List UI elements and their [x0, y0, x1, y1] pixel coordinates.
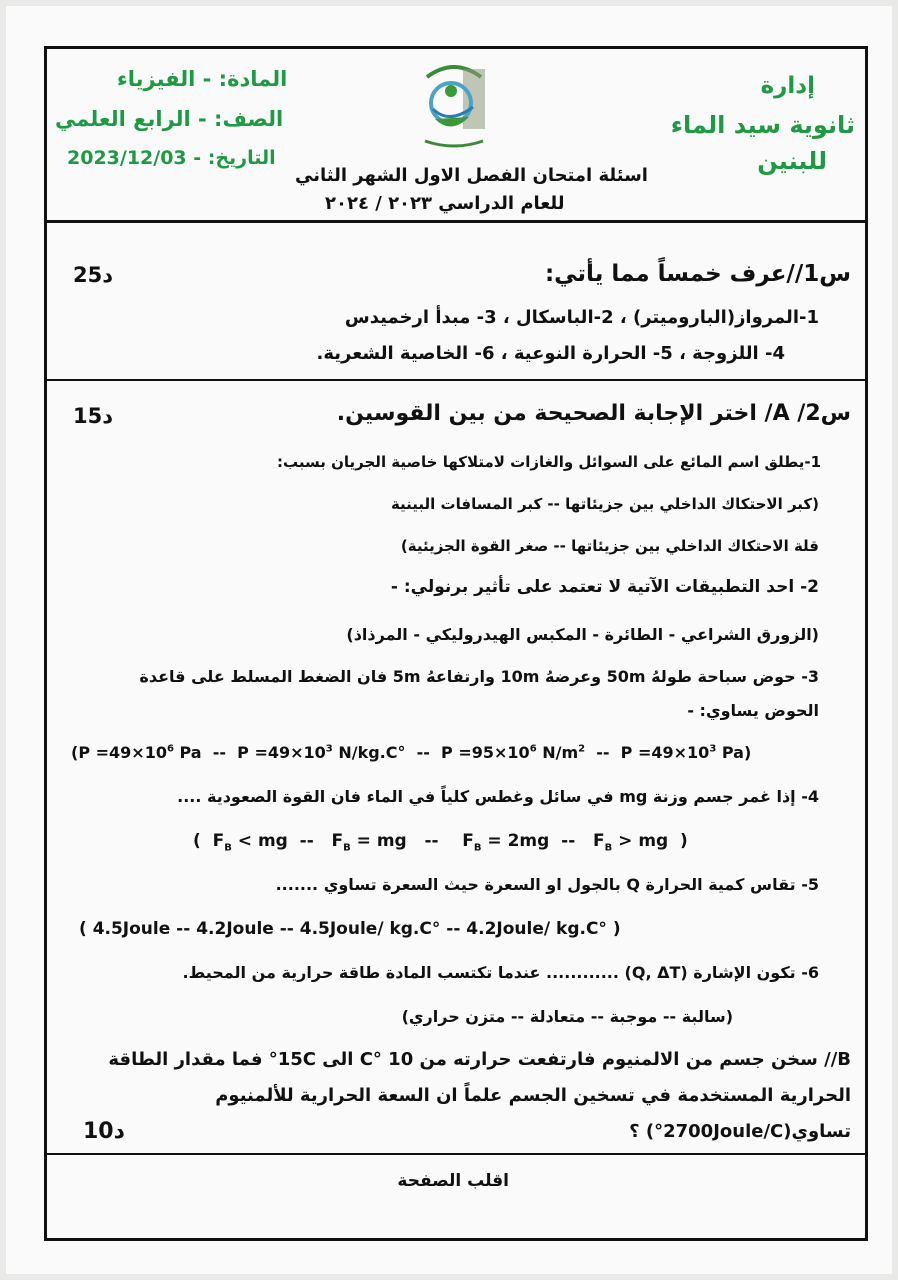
q2-item4: 4- إذا غمر جسم وزنة mg في سائل وغطس كلياً في الماء فان القوة الصعودية ....	[177, 787, 819, 806]
q2-item1-options-b: قلة الاحتكاك الداخلي بين جزيئاتها -- صغر القوة الجزيئية)	[400, 537, 819, 555]
qb-line3: تساوي(2700Joule/C°) ؟	[629, 1121, 851, 1142]
subject-label: المادة: - الفيزياء	[117, 67, 288, 91]
exam-year: للعام الدراسي ٢٠٢٣ / ٢٠٢٤	[325, 193, 565, 214]
qb-marks: 10د	[83, 1119, 125, 1144]
qb-line2: الحرارية المستخدمة في تسخين الجسم علماً ان السعة الحرارية للألمنيوم	[215, 1085, 851, 1106]
school-type: للبنين	[757, 147, 827, 175]
q2-item3-line1: 3- حوض سباحة طولهُ 50m وعرضهُ 10m وارتفاعهُ 5m فان الضغط المسلط على قاعدة	[139, 667, 819, 686]
q1-title: س1//عرف خمساً مما يأتي:	[544, 261, 851, 287]
admin-label: إدارة	[760, 73, 815, 99]
q2-item3-options: ($P =49\times 10^6$ $Pa -- P =49\times 10^3$ $N/kg.C^\circ -- P =95\times 10^6$ $N/m^2 -- P =49\times 10^3$ Pa)	[71, 743, 752, 762]
exam-frame	[44, 46, 868, 1241]
q2-item6: 6- تكون الإشارة (Q, ΔT) ............ عندما تكتسب المادة طاقة حرارية من المحيط.	[182, 963, 819, 982]
school-name: ثانوية سيد الماء	[670, 111, 855, 139]
q2-title: س2/ A/ اختر الإجابة الصحيحة من بين القوسين.	[336, 401, 851, 426]
q2-item3-line2: الحوض يساوي: -	[687, 701, 819, 720]
section-divider	[47, 379, 865, 381]
school-logo-icon	[419, 55, 489, 157]
q2-item4-options: ( $F_B$ < mg -- $F_B$ = mg -- $F_B = 2mg -- F_B$ > mg )	[193, 831, 688, 854]
qb-line1: B// سخن جسم من الالمنيوم فارتفعت حرارته من C° 10 الى 15C° فما مقدار الطاقة	[108, 1049, 851, 1070]
q2-item1: 1-يطلق اسم المائع على السوائل والغازات لامتلاكها خاصية الجريان بسبب:	[276, 453, 821, 471]
q2-item2: 2- احد التطبيقات الآتية لا تعتمد على تأثير برنولي: -	[390, 577, 819, 597]
q2-item5-options: ( 4.5Joule -- 4.2Joule -- 4.5Joule/ kg.C° -- 4.2Joule/ kg.C° )	[79, 919, 621, 939]
turn-page-label: اقلب الصفحة	[397, 1171, 509, 1191]
exam-sheet	[6, 6, 892, 1274]
exam-title: اسئلة امتحان الفصل الاول الشهر الثاني	[295, 165, 648, 186]
q2-item1-options-a: (كبر الاحتكاك الداخلي بين جزيئاتها -- كبر المسافات البينية	[390, 495, 819, 513]
q1-marks: 25د	[73, 263, 114, 287]
q2-item6-options: (سالبة -- موجبة -- متعادلة -- متزن حراري)	[401, 1007, 733, 1026]
date-label: التاريخ: - 2023/12/03	[67, 147, 276, 169]
q2-item2-options: (الزورق الشراعي - الطائرة - المكبس الهيدروليكي - المرذاذ)	[346, 625, 819, 644]
grade-label: الصف: - الرابع العلمي	[55, 107, 284, 131]
exam-header	[47, 49, 865, 223]
q1-line1: 1-المرواز(الباروميتر) ، 2-الباسكال ، 3- مبدأ ارخميدس	[344, 307, 819, 328]
q1-line2: 4- اللزوجة ، 5- الحرارة النوعية ، 6- الخاصية الشعرية.	[316, 343, 785, 364]
q2-marks: 15د	[73, 404, 114, 428]
footer-divider	[47, 1153, 865, 1155]
q2-item5: 5- تقاس كمية الحرارة Q بالجول او السعرة حيث السعرة تساوي .......	[275, 875, 819, 894]
